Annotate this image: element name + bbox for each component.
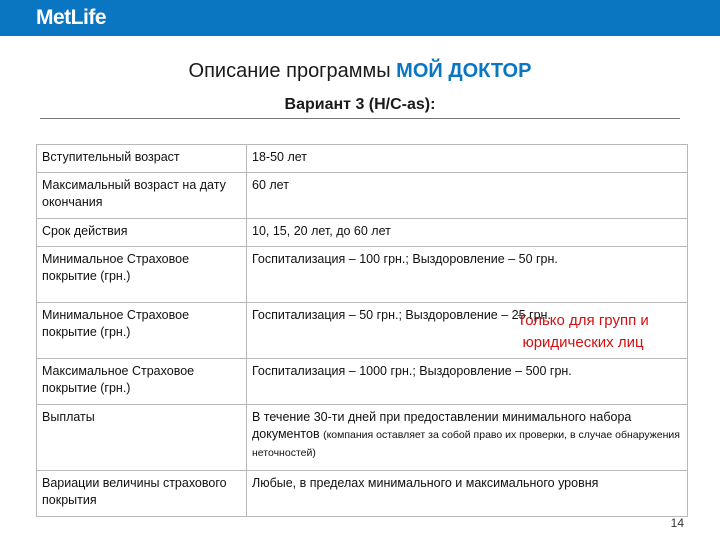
callout-line: юридических лиц xyxy=(522,334,644,351)
row-value-text: В течение 30-ти дней при предоставлении минимального набора документов xyxy=(252,410,632,441)
header-bar xyxy=(0,0,720,36)
row-value: Госпитализация – 50 грн.; Выздоровление – 25 грн. xyxy=(247,303,688,359)
table-row xyxy=(37,173,688,219)
row-label: Вступительный возраст xyxy=(37,145,247,173)
page-title xyxy=(0,60,720,83)
table-row xyxy=(37,359,688,405)
row-value xyxy=(247,405,688,471)
row-value: 18-50 лет xyxy=(247,145,688,173)
row-label: Минимальное Страховое покрытие (грн.) xyxy=(37,303,247,359)
row-label: Выплаты xyxy=(37,405,247,471)
table-row xyxy=(37,471,688,517)
row-label: Срок действия xyxy=(37,219,247,247)
row-label: Минимальное Страховое покрытие (грн.) xyxy=(37,247,247,303)
page-number: 14 xyxy=(670,516,684,530)
row-value: Госпитализация – 100 грн.; Выздоровление – 50 грн. xyxy=(247,247,688,303)
table-row xyxy=(37,405,688,471)
row-value: 10, 15, 20 лет, до 60 лет xyxy=(247,219,688,247)
page-title-prefix: Описание программы xyxy=(188,60,397,82)
row-value-note: (компания оставляет за собой право их проверки, в случае обнаружения неточностей) xyxy=(252,429,680,459)
row-value: Госпитализация – 1000 грн.; Выздоровление – 500 грн. xyxy=(247,359,688,405)
table-row xyxy=(37,219,688,247)
metlife-logo: MetLife xyxy=(36,6,106,29)
variant-subtitle: Вариант 3 (Н/С-as): xyxy=(284,96,436,113)
callout-line: Только для групп и xyxy=(517,312,649,329)
row-value: Любые, в пределах минимального и максимального уровня xyxy=(247,471,688,517)
row-label: Вариации величины страхового покрытия xyxy=(37,471,247,517)
row-value: 60 лет xyxy=(247,173,688,219)
program-name: МОЙ ДОКТОР xyxy=(396,60,532,82)
table-row xyxy=(37,145,688,173)
row-label: Максимальный возраст на дату окончания xyxy=(37,173,247,219)
title-divider xyxy=(40,118,680,119)
row-label: Максимальное Страховое покрытие (грн.) xyxy=(37,359,247,405)
groups-only-callout xyxy=(498,310,668,354)
table-row xyxy=(37,247,688,303)
